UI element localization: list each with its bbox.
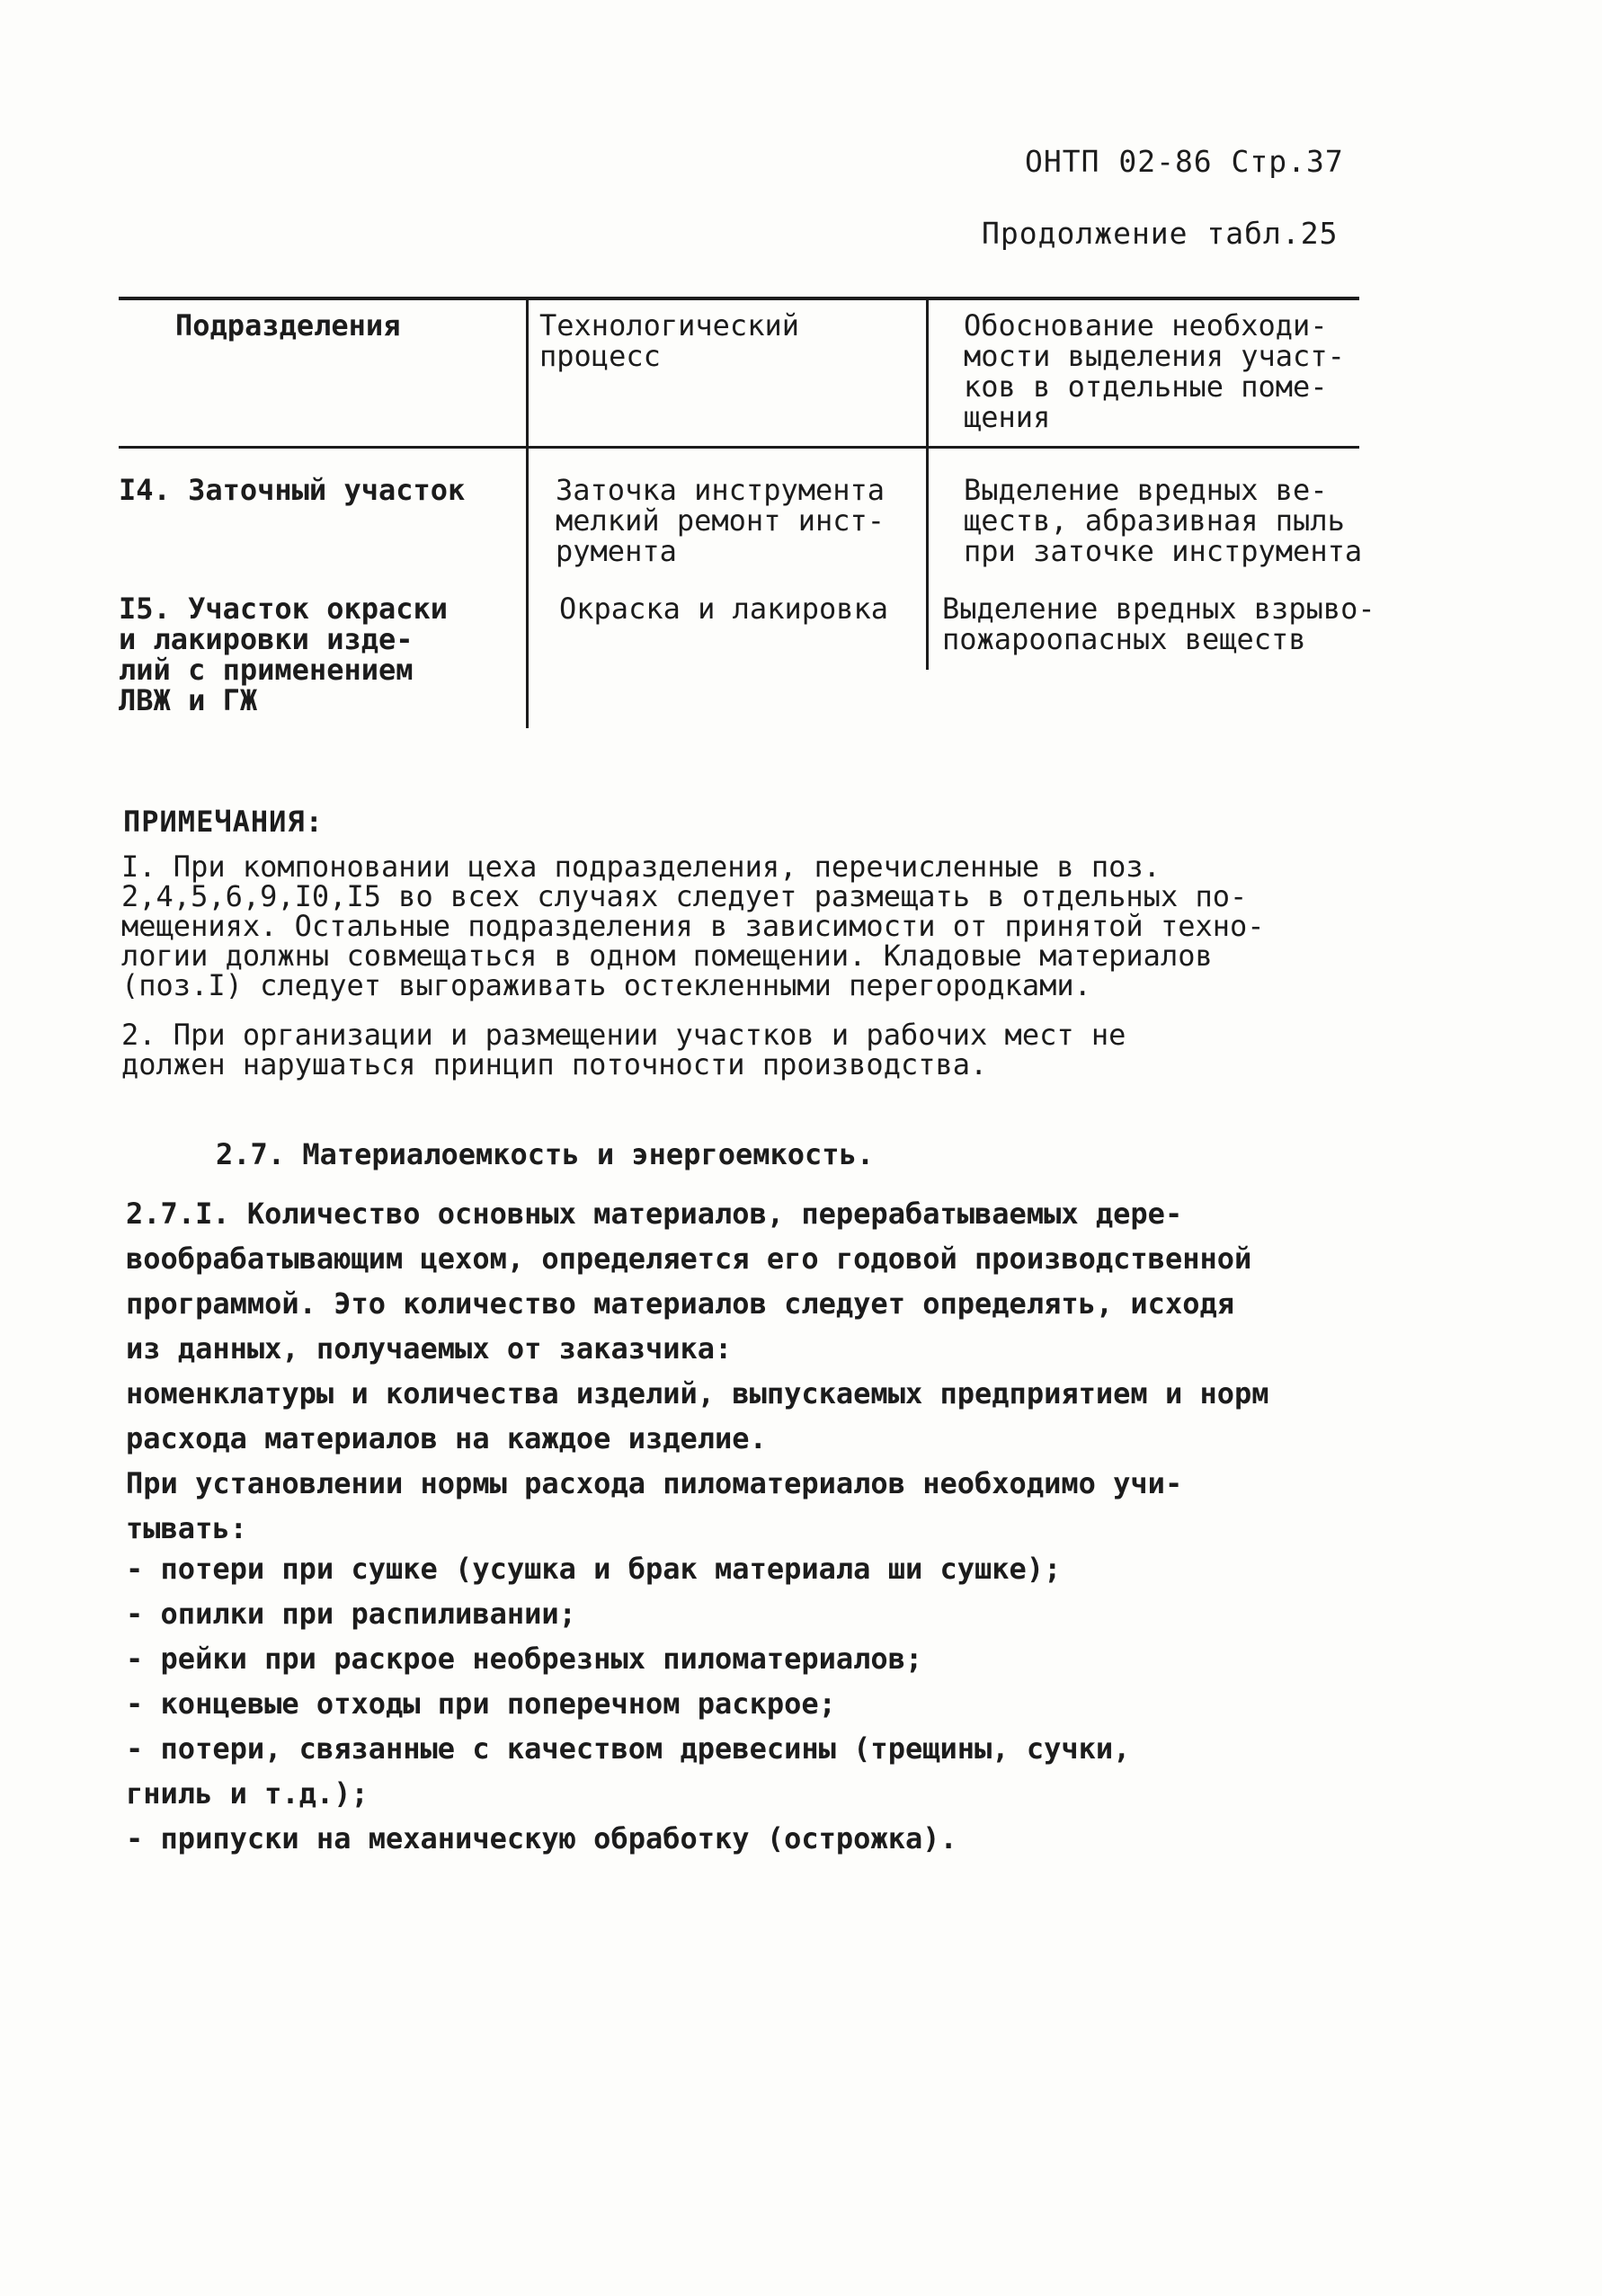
list-item: - потери при сушке (усушка и брак материала ши сушке);	[126, 1552, 1062, 1586]
notes-title: ПРИМЕЧАНИЯ:	[123, 805, 324, 839]
table-header-process: Технологический процесс	[539, 308, 799, 373]
list-item: - опилки при распиливании;	[126, 1597, 576, 1631]
list-item: - потери, связанные с качеством древесины (трещины, сучки, гниль и т.д.);	[126, 1731, 1131, 1811]
table-header-justification: Обоснование необходи- мости выделения участ- ков в отдельные поме- щения	[964, 308, 1345, 434]
list-item: - концевые отходы при поперечном раскрое;	[126, 1686, 836, 1721]
losses-list	[126, 1546, 1384, 1861]
note-paragraph: 2. При организации и размещении участков и рабочих мест не должен нарушаться принцип поточности производства.	[121, 1018, 1126, 1081]
table-header-rule	[119, 446, 1359, 449]
table-top-rule	[119, 297, 1359, 300]
table-column-divider	[926, 297, 929, 670]
table-cell-division: I5. Участок окраски и лакировки изде- лий с применением ЛВЖ и ГЖ	[119, 592, 449, 717]
body-paragraph: 2.7.I. Количество основных материалов, перерабатываемых дере- вообрабатывающим цехом, определяется его годовой производственной программой. Это количество материалов следует определять, исходя из данных, получаемых от заказчика: номенклатуры и количества изделий, выпускаемых предприятием и норм расхода материалов на каждое изделие.	[126, 1197, 1269, 1455]
table-cell-justification: Выделение вредных взрыво- пожароопасных веществ	[942, 592, 1375, 656]
section-heading: 2.7. Материалоемкость и энергоемкость.	[216, 1137, 875, 1171]
table-cell-process: Окраска и лакировка	[559, 592, 889, 626]
table-cell-division: I4. Заточный участок	[119, 473, 466, 507]
list-item: - рейки при раскрое необрезных пиломатериалов;	[126, 1642, 923, 1676]
table-column-divider	[526, 297, 529, 728]
document-reference: ОНТП 02-86 Стр.37	[1025, 144, 1344, 179]
list-item: - припуски на механическую обработку (острожка).	[126, 1821, 957, 1855]
body-paragraph: При установлении нормы расхода пиломатериалов необходимо учи- тывать:	[126, 1466, 1183, 1545]
table-header-division: Подразделения	[175, 308, 401, 343]
table-cell-justification: Выделение вредных ве- ществ, абразивная пыль при заточке инструмента	[964, 473, 1363, 568]
table-continuation-label: Продолжение табл.25	[982, 216, 1339, 251]
table-cell-process: Заточка инструмента мелкий ремонт инст- румента	[556, 473, 886, 568]
note-paragraph: I. При компоновании цеха подразделения, перечисленные в поз. 2,4,5,6,9,I0,I5 во всех случаях следует размещать в отдельных по- мещениях. Остальные подразделения в зависимости от принятой техно- логии должны совмещаться в одном помещении. Кладовые материалов (поз.I) следует выгораживать остекленными перегородками.	[121, 850, 1265, 1002]
